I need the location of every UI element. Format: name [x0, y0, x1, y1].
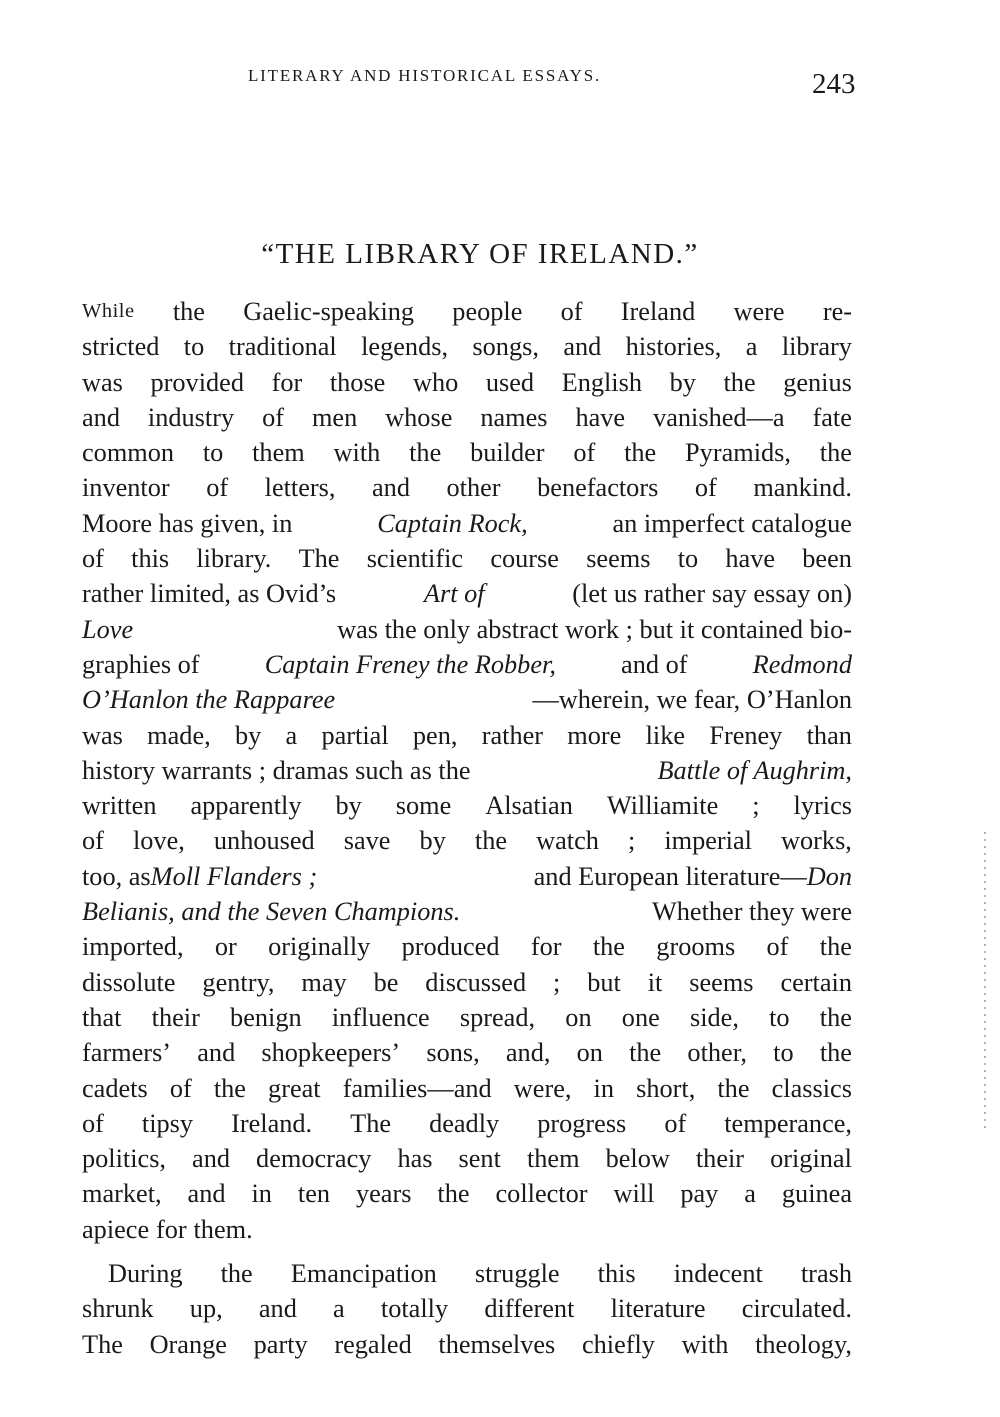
word: for: [530, 932, 562, 962]
word: certain: [780, 967, 852, 997]
word: fate: [812, 402, 852, 432]
word: rather: [481, 720, 544, 750]
word: were: [733, 297, 785, 326]
text-line: [82, 753, 852, 788]
word: provided: [150, 367, 244, 397]
word: works,: [781, 826, 852, 856]
word: the: [819, 438, 852, 468]
word: of: [262, 402, 284, 432]
text-line: [82, 823, 852, 858]
word: Alsatian: [485, 791, 573, 821]
word: a: [744, 1179, 756, 1209]
word: people: [452, 297, 523, 326]
word: to: [769, 1002, 790, 1032]
text-line: [82, 894, 852, 929]
word: was: [82, 367, 123, 397]
word: original: [770, 1144, 852, 1174]
word: on: [576, 1038, 603, 1068]
page-number: 243: [812, 68, 856, 100]
word: different: [484, 1294, 575, 1324]
word: some: [395, 791, 452, 821]
word: them: [252, 438, 305, 468]
word: their: [151, 1002, 200, 1032]
word: pay: [680, 1179, 719, 1209]
word: library.: [196, 544, 272, 574]
word: by: [234, 720, 262, 750]
book-title-love: Love: [82, 614, 134, 644]
word: those: [329, 367, 386, 397]
word: farmers’: [82, 1038, 172, 1068]
book-title-battle-of-aughrim: Battle of Aughrim,: [657, 755, 852, 785]
word: to: [677, 544, 699, 574]
word: course: [490, 544, 559, 574]
word: by: [335, 791, 362, 821]
word: During: [108, 1259, 183, 1289]
word: of: [766, 932, 789, 962]
word: stricted: [82, 332, 160, 362]
text-line: [82, 788, 852, 823]
word: histories,: [625, 332, 722, 362]
word: have: [575, 402, 626, 432]
text-run: history warrants ; dramas such as the: [82, 755, 471, 785]
word: but: [587, 967, 621, 997]
word: The: [82, 1329, 123, 1359]
word: the: [717, 1073, 750, 1103]
word: influence: [331, 1002, 430, 1032]
word: Ireland.: [231, 1108, 313, 1138]
word: chiefly: [581, 1329, 655, 1359]
word: the: [819, 1002, 852, 1032]
word: on: [565, 1002, 592, 1032]
word: common: [82, 438, 175, 468]
word: side,: [689, 1002, 739, 1032]
word: regaled: [334, 1329, 412, 1359]
word: the: [819, 932, 852, 962]
text-line: [82, 294, 852, 329]
word: The: [298, 544, 340, 574]
word: pen,: [412, 720, 458, 750]
word: in: [251, 1179, 272, 1209]
word: has: [397, 1144, 433, 1174]
word: guinea: [781, 1179, 852, 1209]
word: market,: [82, 1179, 162, 1209]
text-line: [82, 682, 852, 717]
word: Gaelic-speaking: [243, 297, 415, 326]
word: theology,: [755, 1329, 852, 1359]
word: grooms: [656, 932, 736, 962]
word: or: [214, 932, 237, 962]
text-run: and of: [621, 649, 688, 679]
word: the: [172, 297, 205, 326]
word: totally: [380, 1294, 449, 1324]
word: years: [355, 1179, 412, 1209]
word: the: [723, 367, 756, 397]
scan-artifact: [984, 832, 986, 1132]
word: the: [592, 932, 625, 962]
text-line: [82, 541, 852, 576]
text-line: [82, 1256, 852, 1291]
word: seems: [586, 544, 651, 574]
word: this: [597, 1259, 636, 1289]
text-run: graphies of: [82, 649, 200, 679]
word: been: [802, 544, 852, 574]
word: with: [333, 438, 381, 468]
text-line: [82, 1327, 852, 1362]
word: re-: [822, 297, 852, 326]
essay-body: [82, 294, 852, 1362]
book-title-ohanlon: O’Hanlon the Rapparee: [82, 685, 336, 715]
word: one: [621, 1002, 660, 1032]
word: to: [202, 438, 224, 468]
text-run: Moore has given, in: [82, 508, 293, 538]
text-line: [82, 1212, 852, 1247]
text-line: [82, 470, 852, 505]
word: was: [82, 720, 123, 750]
word: Freney: [709, 720, 783, 750]
word: short,: [636, 1073, 696, 1103]
book-title-moll-flanders: Moll Flanders ;: [150, 861, 318, 891]
text-run: and European literature—: [533, 861, 807, 891]
word: Pyramids,: [685, 438, 791, 468]
word: dissolute: [82, 967, 176, 997]
word: and: [82, 402, 120, 432]
word: shopkeepers’: [261, 1038, 401, 1068]
word: to: [773, 1038, 794, 1068]
text-run: an imperfect catalogue: [612, 508, 852, 538]
word: were,: [513, 1073, 572, 1103]
word: benign: [230, 1002, 302, 1032]
word: seems: [689, 967, 754, 997]
word: and: [563, 332, 602, 362]
word: this: [131, 544, 170, 574]
word: ;: [553, 967, 561, 997]
text-line: [82, 1176, 852, 1211]
word: politics,: [82, 1144, 167, 1174]
word: the: [213, 1073, 246, 1103]
word: the: [437, 1179, 470, 1209]
text-line: [82, 929, 852, 964]
word: other: [446, 473, 501, 503]
word: classics: [771, 1073, 852, 1103]
word: tipsy: [141, 1108, 194, 1138]
word: ten: [297, 1179, 331, 1209]
word: collector: [495, 1179, 588, 1209]
text-run: (let us rather say essay on): [572, 579, 852, 609]
text-line: [82, 506, 852, 541]
word: imported,: [82, 932, 184, 962]
word: by: [669, 367, 696, 397]
text-line: [82, 647, 852, 682]
word: them: [526, 1144, 580, 1174]
word: traditional: [228, 332, 337, 362]
word: a: [745, 332, 758, 362]
word: deadly: [429, 1108, 500, 1138]
word: scientific: [366, 544, 464, 574]
text-line: [82, 1071, 852, 1106]
word: and: [187, 1179, 226, 1209]
word: of: [694, 473, 717, 503]
word: legends,: [361, 332, 449, 362]
word: gentry,: [202, 967, 275, 997]
word: struggle: [474, 1259, 560, 1289]
word: than: [806, 720, 852, 750]
book-title-captain-rock: Captain Rock,: [377, 508, 528, 538]
word: letters,: [264, 473, 336, 503]
word: genius: [783, 367, 852, 397]
running-head: LITERARY AND HISTORICAL ESSAYS.: [248, 66, 602, 85]
word: for: [271, 367, 303, 397]
word: for: [155, 1214, 187, 1244]
word: and,: [505, 1038, 551, 1068]
text-line: [82, 859, 852, 894]
word: men: [311, 402, 358, 432]
word: party: [253, 1329, 308, 1359]
book-title-captain-freney: Captain Freney the Robber,: [264, 649, 556, 679]
word: benefactors: [537, 473, 659, 503]
essay-title: “THE LIBRARY OF IRELAND.”: [261, 238, 699, 270]
word: apparently: [190, 791, 302, 821]
text-line: [82, 1141, 852, 1176]
word: up,: [189, 1294, 223, 1324]
word: industry: [147, 402, 235, 432]
text-line: [82, 612, 852, 647]
word: builder: [470, 438, 545, 468]
word: the: [409, 438, 442, 468]
word: Ireland: [620, 297, 696, 326]
word: will: [613, 1179, 655, 1209]
text-run: —wherein, we fear, O’Hanlon: [532, 685, 852, 715]
word: progress: [537, 1108, 627, 1138]
text-line: [82, 1106, 852, 1141]
word: that: [82, 1002, 122, 1032]
word: in: [593, 1073, 615, 1103]
word: partial: [321, 720, 389, 750]
word: imperial: [664, 826, 752, 856]
word: the: [624, 438, 657, 468]
text-run: rather limited, as Ovid’s: [82, 579, 337, 609]
word: lyrics: [793, 791, 852, 821]
word: other,: [687, 1038, 747, 1068]
word: and: [192, 1144, 231, 1174]
word: of: [169, 1073, 192, 1103]
book-title-don: Don: [806, 861, 852, 891]
word: democracy: [256, 1144, 372, 1174]
text-line: [82, 718, 852, 753]
word: with: [681, 1329, 729, 1359]
word: trash: [800, 1259, 852, 1289]
word: a: [285, 720, 298, 750]
drop-word: While: [82, 300, 135, 322]
text-line: [82, 1291, 852, 1326]
word: may: [301, 967, 347, 997]
word: of: [206, 473, 229, 503]
word: library: [781, 332, 852, 362]
word: indecent: [673, 1259, 763, 1289]
word: literature: [610, 1294, 706, 1324]
word: discussed: [425, 967, 527, 997]
word: the: [629, 1038, 662, 1068]
text-line: [82, 400, 852, 435]
word: unhoused: [213, 826, 315, 856]
word: originally: [268, 932, 371, 962]
word: it: [647, 967, 663, 997]
text-line: [82, 435, 852, 470]
word: below: [605, 1144, 670, 1174]
book-title-belianis: Belianis, and the Seven Champions.: [82, 897, 461, 927]
text-run: was the only abstract work ; but it contained bio-: [337, 614, 852, 644]
word: temperance,: [724, 1108, 852, 1138]
text-line: [82, 329, 852, 364]
word: Orange: [149, 1329, 227, 1359]
word: be: [373, 967, 399, 997]
text-line: [82, 1035, 852, 1070]
word: have: [725, 544, 776, 574]
word: of: [82, 1108, 104, 1138]
text-line: [82, 576, 852, 611]
word: sent: [458, 1144, 501, 1174]
word: made,: [147, 720, 211, 750]
word: love,: [132, 826, 185, 856]
word: save: [343, 826, 391, 856]
word: of: [664, 1108, 687, 1138]
word: cadets: [82, 1073, 148, 1103]
word: whose: [385, 402, 453, 432]
text-line: [82, 365, 852, 400]
text-line: [82, 965, 852, 1000]
word: of: [82, 544, 104, 574]
word: English: [561, 367, 642, 397]
word: spread,: [459, 1002, 536, 1032]
word: mankind.: [753, 473, 852, 503]
word: of: [560, 297, 583, 326]
word: like: [645, 720, 686, 750]
word: of: [82, 826, 104, 856]
word: The: [350, 1108, 392, 1138]
word: circulated.: [741, 1294, 852, 1324]
word: a: [333, 1294, 345, 1324]
word: inventor: [82, 473, 170, 503]
word: the: [220, 1259, 253, 1289]
word: to: [183, 332, 205, 362]
book-title-redmond: Redmond: [752, 649, 852, 679]
word: written: [82, 791, 157, 821]
word: the: [474, 826, 508, 856]
word: and: [197, 1038, 236, 1068]
word: ;: [752, 791, 760, 821]
text-run: Whether they were: [651, 897, 852, 927]
book-title-art-of-love: Art of: [423, 579, 485, 609]
word: names: [480, 402, 548, 432]
word: ;: [627, 826, 636, 856]
word: shrunk: [82, 1294, 154, 1324]
word: families—and: [342, 1073, 492, 1103]
word: who: [412, 367, 459, 397]
word: them.: [193, 1214, 253, 1244]
word: sons,: [426, 1038, 480, 1068]
text-line: [82, 1000, 852, 1035]
word: Williamite: [606, 791, 719, 821]
word: produced: [401, 932, 500, 962]
word: of: [573, 438, 596, 468]
word: watch: [536, 826, 599, 856]
word: the: [819, 1038, 852, 1068]
word: songs,: [472, 332, 539, 362]
word: more: [567, 720, 622, 750]
word: used: [485, 367, 535, 397]
text-run: too, as: [82, 861, 151, 891]
word: apiece: [82, 1214, 150, 1244]
word: by: [419, 826, 446, 856]
word: and: [372, 473, 410, 503]
word: their: [695, 1144, 745, 1174]
word: and: [258, 1294, 297, 1324]
word: themselves: [438, 1329, 556, 1359]
word: Emancipation: [290, 1259, 437, 1289]
word: great: [268, 1073, 321, 1103]
word: vanished—a: [653, 402, 785, 432]
